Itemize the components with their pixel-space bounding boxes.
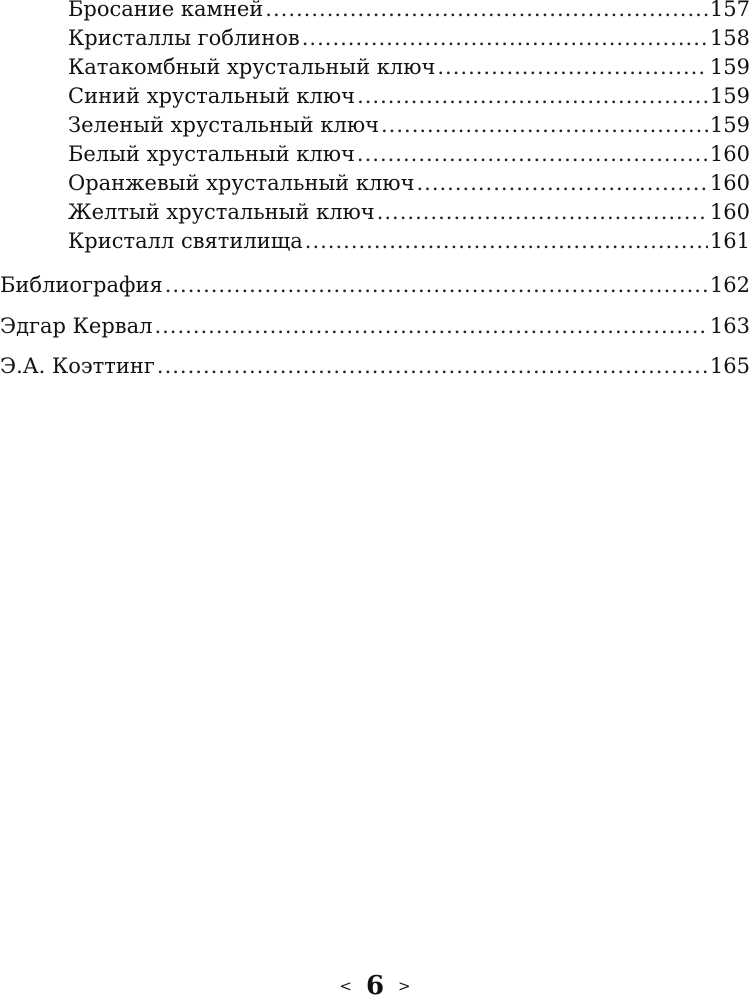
- dot-leader: [357, 139, 708, 169]
- toc-entry-page: 162: [709, 273, 750, 297]
- toc-entry-page: 161: [709, 229, 750, 253]
- dot-leader: [265, 0, 708, 24]
- toc-entry-title: Бросание камней: [68, 0, 264, 21]
- toc-entry-title: Э.А. Коэттинг: [0, 354, 155, 378]
- dot-leader: [302, 23, 708, 53]
- dot-leader: [165, 270, 708, 300]
- toc-entry-title: Катакомбный хрустальный ключ: [68, 55, 436, 79]
- toc-entry[interactable]: [68, 226, 750, 256]
- toc-entry[interactable]: [0, 351, 750, 381]
- dot-leader: [416, 168, 707, 198]
- toc-entry-title: Оранжевый хрустальный ключ: [68, 171, 415, 195]
- dot-leader: [437, 52, 708, 82]
- toc-entry-title: Зеленый хрустальный ключ: [68, 113, 379, 137]
- toc-entry[interactable]: [0, 311, 750, 341]
- toc-entry[interactable]: [68, 52, 750, 82]
- prev-page-marker: <: [339, 977, 352, 995]
- toc-entry-page: 160: [709, 171, 750, 195]
- dot-leader: [157, 351, 708, 381]
- dot-leader: [381, 110, 708, 140]
- toc-entry-page: 160: [709, 200, 750, 224]
- toc-entry-page: 159: [709, 84, 750, 108]
- toc-entry-page: 159: [709, 113, 750, 137]
- next-page-marker: >: [398, 977, 411, 995]
- dot-leader: [154, 311, 707, 341]
- toc-entry-title: Желтый хрустальный ключ: [68, 200, 375, 224]
- dot-leader: [305, 226, 708, 256]
- toc-entry[interactable]: [68, 0, 750, 24]
- page-footer: [0, 972, 750, 1000]
- toc-entry-page: 165: [709, 354, 750, 378]
- toc-entry-title: Библиография: [0, 273, 163, 297]
- toc-entry-page: 159: [709, 55, 750, 79]
- toc-entry-page: 157: [709, 0, 750, 21]
- dot-leader: [357, 81, 708, 111]
- toc-entry[interactable]: [68, 139, 750, 169]
- toc-entry[interactable]: [68, 23, 750, 53]
- toc-entry-title: Эдгар Кервал: [0, 314, 153, 338]
- toc-entry-page: 158: [709, 26, 750, 50]
- page-number: 6: [365, 971, 385, 1001]
- toc-entry[interactable]: [68, 197, 750, 227]
- toc-entry[interactable]: [68, 168, 750, 198]
- toc-entry-title: Кристаллы гоблинов: [68, 26, 300, 50]
- toc-entry-title: Кристалл святилища: [68, 229, 303, 253]
- toc-entry[interactable]: [68, 110, 750, 140]
- toc-entry[interactable]: [68, 81, 750, 111]
- toc-entry-page: 160: [709, 142, 750, 166]
- toc-entry[interactable]: [0, 270, 750, 300]
- toc-entry-page: 163: [709, 314, 750, 338]
- toc-entry-title: Синий хрустальный ключ: [68, 84, 356, 108]
- dot-leader: [377, 197, 708, 227]
- toc-entry-title: Белый хрустальный ключ: [68, 142, 355, 166]
